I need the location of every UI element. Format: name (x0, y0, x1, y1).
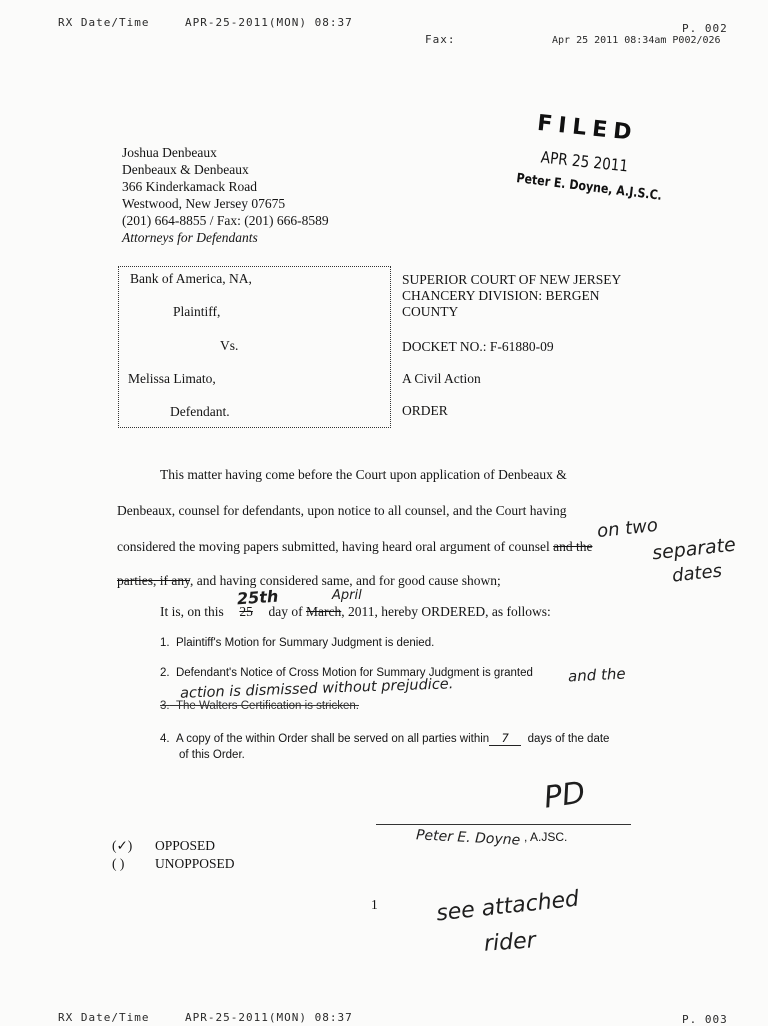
body-line-3-text: considered the moving papers submitted, having heard oral argument of counsel (117, 539, 550, 554)
court-line-1: SUPERIOR COURT OF NEW JERSEY (402, 272, 622, 287)
filed-stamp: FILED (535, 110, 639, 147)
body-line-2: Denbeaux, counsel for defendants, upon notice to all counsel, and the Court having (117, 503, 567, 518)
page-number: 1 (371, 897, 378, 912)
body-line-1: This matter having come before the Court upon application of Denbeaux & (160, 467, 567, 482)
handwritten-dismissed: action is dismissed without prejudice. (179, 676, 454, 702)
item-2 (160, 667, 533, 679)
defendant-label: Defendant. (170, 404, 230, 419)
unopposed-label: UNOPPOSED (155, 856, 235, 871)
item-4-num: 4. (160, 733, 170, 745)
filed-date: APR 25 2011 (539, 147, 629, 176)
item-2-num: 2. (160, 667, 170, 679)
item-1 (160, 637, 434, 649)
body-line-4 (117, 573, 501, 589)
court-line-2: CHANCERY DIVISION: BERGEN (402, 288, 600, 303)
defendant-name: Melissa Limato, (128, 371, 216, 386)
ordered-month-struck: March (306, 604, 342, 619)
fax-page: P. 002 (682, 22, 728, 35)
civil-action: A Civil Action (402, 371, 481, 386)
body-line-4-text: , and having considered same, and for good cause shown; (189, 573, 501, 588)
court-line-3: COUNTY (402, 304, 459, 319)
opposed-checkbox: (✓) (112, 838, 133, 853)
item-4 (160, 731, 609, 746)
handwritten-see-attached: see attached (435, 886, 581, 927)
attorney-firm: Denbeaux & Denbeaux (122, 162, 249, 177)
attorney-phone: (201) 664-8855 / Fax: (201) 666-8589 (122, 213, 329, 228)
fax-label: Fax: (425, 33, 456, 46)
body-line-3-struck: and the (553, 539, 593, 554)
item-4-text-a: A copy of the within Order shall be served on all parties within (175, 733, 490, 745)
attorney-street: 366 Kinderkamack Road (122, 179, 257, 194)
handwritten-dates: dates (671, 560, 723, 587)
attorney-city: Westwood, New Jersey 07675 (122, 196, 286, 211)
item-1-num: 1. (160, 637, 170, 649)
attorney-role: Attorneys for Defendants (122, 230, 258, 245)
fax-timestamp: APR-25-2011(MON) 08:37 (185, 16, 353, 29)
item-2-text: Defendant's Notice of Cross Motion for Summary Judgment is granted (175, 667, 533, 679)
fax-bottom-timestamp: APR-25-2011(MON) 08:37 (185, 1011, 353, 1024)
item-4-days: 7 (489, 731, 521, 746)
plaintiff-label: Plaintiff, (173, 304, 221, 319)
item-3-num: 3. (160, 700, 170, 712)
signature-name: Peter E. Doyne (415, 827, 521, 849)
item-4-text-c: of this Order. (179, 749, 245, 761)
opposed-label: OPPOSED (155, 838, 216, 853)
signature-title: , A.JSC. (524, 830, 568, 844)
signature-line (376, 824, 631, 825)
attorney-name: Joshua Denbeaux (122, 145, 217, 160)
caption-box (118, 266, 391, 428)
versus: Vs. (220, 338, 239, 353)
unopposed-checkbox: ( ) (112, 856, 125, 871)
ordered-middle: day of (268, 604, 303, 619)
fax-received: Apr 25 2011 08:34am P002/026 (552, 35, 721, 46)
handwritten-separate: separate (651, 533, 737, 565)
ordered-line (160, 604, 551, 620)
handwritten-and-the: and the (567, 664, 627, 686)
item-3-text: The Walters Certification is stricken. (175, 700, 359, 712)
body-line-3 (117, 539, 593, 555)
item-4-text-b: days of the date (527, 733, 610, 745)
handwritten-rider: rider (483, 928, 537, 957)
fax-rx-label: RX Date/Time (58, 16, 150, 29)
ordered-prefix: It is, on this (160, 604, 224, 619)
signature-initials: PD (541, 775, 588, 816)
filed-judge: Peter E. Doyne, A.J.S.C. (515, 171, 663, 204)
fax-bottom-page: P. 003 (682, 1013, 728, 1026)
item-1-text: Plaintiff's Motion for Summary Judgment is denied. (175, 637, 435, 649)
ordered-suffix: , 2011, hereby ORDERED, as follows: (341, 604, 551, 619)
item-3 (160, 700, 359, 712)
body-line-4-struck: parties, if any (117, 573, 190, 588)
ordered-day-struck: 25 (239, 604, 253, 619)
handwritten-day: 25th (236, 586, 279, 609)
plaintiff-name: Bank of America, NA, (130, 271, 252, 286)
handwritten-on-two: on two (596, 514, 659, 543)
fax-bottom-rx-label: RX Date/Time (58, 1011, 150, 1024)
handwritten-month: April (332, 588, 362, 603)
document-type: ORDER (402, 403, 448, 418)
docket-number: DOCKET NO.: F-61880-09 (402, 339, 554, 354)
